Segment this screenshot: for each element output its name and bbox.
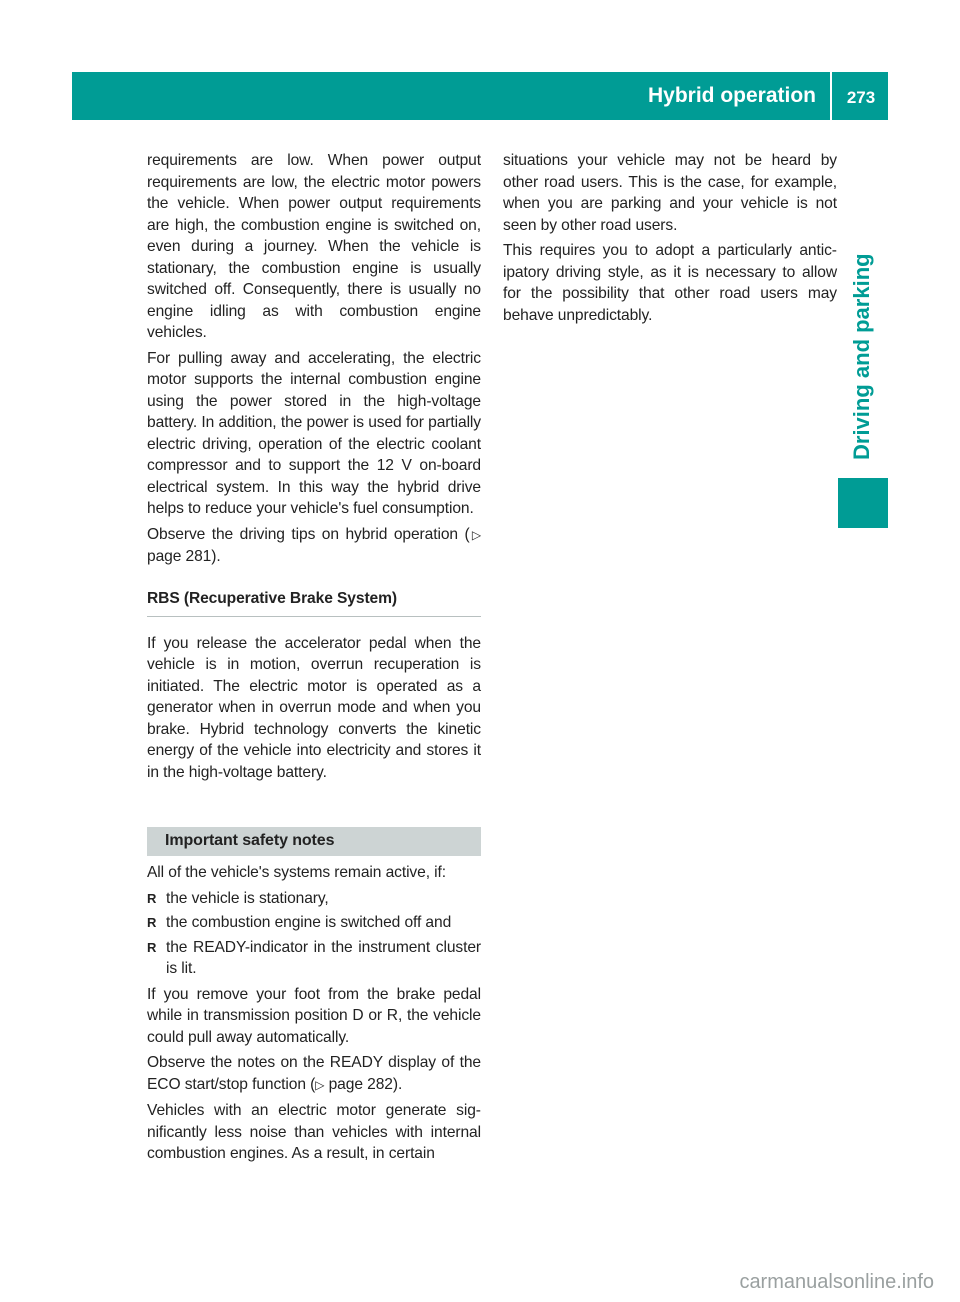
page-header (72, 72, 888, 120)
list-item: R the READY-indicator in the instrument cluster is lit. (147, 937, 481, 980)
page-reference-arrow-icon: ▷ (469, 527, 481, 542)
paragraph: For pulling away and accelerating, the electric motor supports the internal combustion engine using the power stored in the high-voltage battery. In addition, the power is used for partially electric driving, operation of the electric coolant compressor and to support the 12 V on-board electrical system. In this way the hybrid drive helps to reduce your vehicle's fuel consumption. (147, 349, 481, 517)
page-reference-link[interactable]: page 282). (328, 1075, 403, 1093)
header-divider (830, 72, 832, 120)
safety-notes-heading: Important safety notes (147, 827, 481, 856)
paragraph: requirements are low. When power output requirements are low, the electric motor powers the vehicle. When power output requirements are high, the combustion engine is switched on, even during a journey. When the vehicle is stationary, the combustion engine is usually switched off. Consequently, there is usually no engine idling as with combustion engine vehicles. (147, 152, 481, 341)
paragraph: Observe the notes on the READY display of the ECO start/stop function (▷ page 282). (147, 1054, 481, 1093)
right-column (503, 150, 837, 330)
watermark: carmanualsonline.info (739, 1271, 934, 1293)
page-reference-arrow-icon: ▷ (315, 1077, 325, 1092)
chapter-marker (838, 478, 888, 528)
rbs-heading: RBS (Recuperative Brake System) (147, 588, 481, 617)
chapter-tab (838, 120, 888, 460)
paragraph: Observe the driving tips on hybrid operation (▷ page 281). (147, 525, 481, 565)
paragraph: If you release the accelerator pedal when the vehicle is in motion, overrun recuperation is initiated. The electric motor is operated as a generator when in overrun mode and when you brake. Hybrid technology converts the kinetic energy of the vehicle into electricity and stores it in the high-voltage battery. (147, 634, 481, 781)
paragraph: Vehicles with an electric motor generate significantly less noise than vehicles with internal combustion engines. As a result, in certain (147, 1102, 481, 1162)
chapter-tab-label: Driving and parking (849, 253, 874, 460)
section-title: Hybrid operation (647, 84, 816, 107)
left-column (147, 150, 481, 1169)
condition-list (147, 888, 481, 980)
paragraph: situations your vehicle may not be heard by other road users. This is the case, for example, when you are parking and your vehicle is not seen by other road users. (503, 152, 837, 234)
page-number: 273 (846, 88, 876, 107)
paragraph: All of the vehicle's systems remain active, if: (147, 864, 446, 881)
list-item: R the combustion engine is switched off and (147, 912, 481, 934)
list-item: R the vehicle is stationary, (147, 888, 481, 910)
paragraph: This requires you to adopt a particularly anticipatory driving style, as it is necessary to allow for the possibility that other road users may behave unpredictably. (503, 242, 837, 324)
page-reference-link[interactable]: page 281). (147, 548, 221, 565)
paragraph: If you remove your foot from the brake pedal while in transmission position D or R, the vehicle could pull away automatically. (147, 985, 481, 1046)
